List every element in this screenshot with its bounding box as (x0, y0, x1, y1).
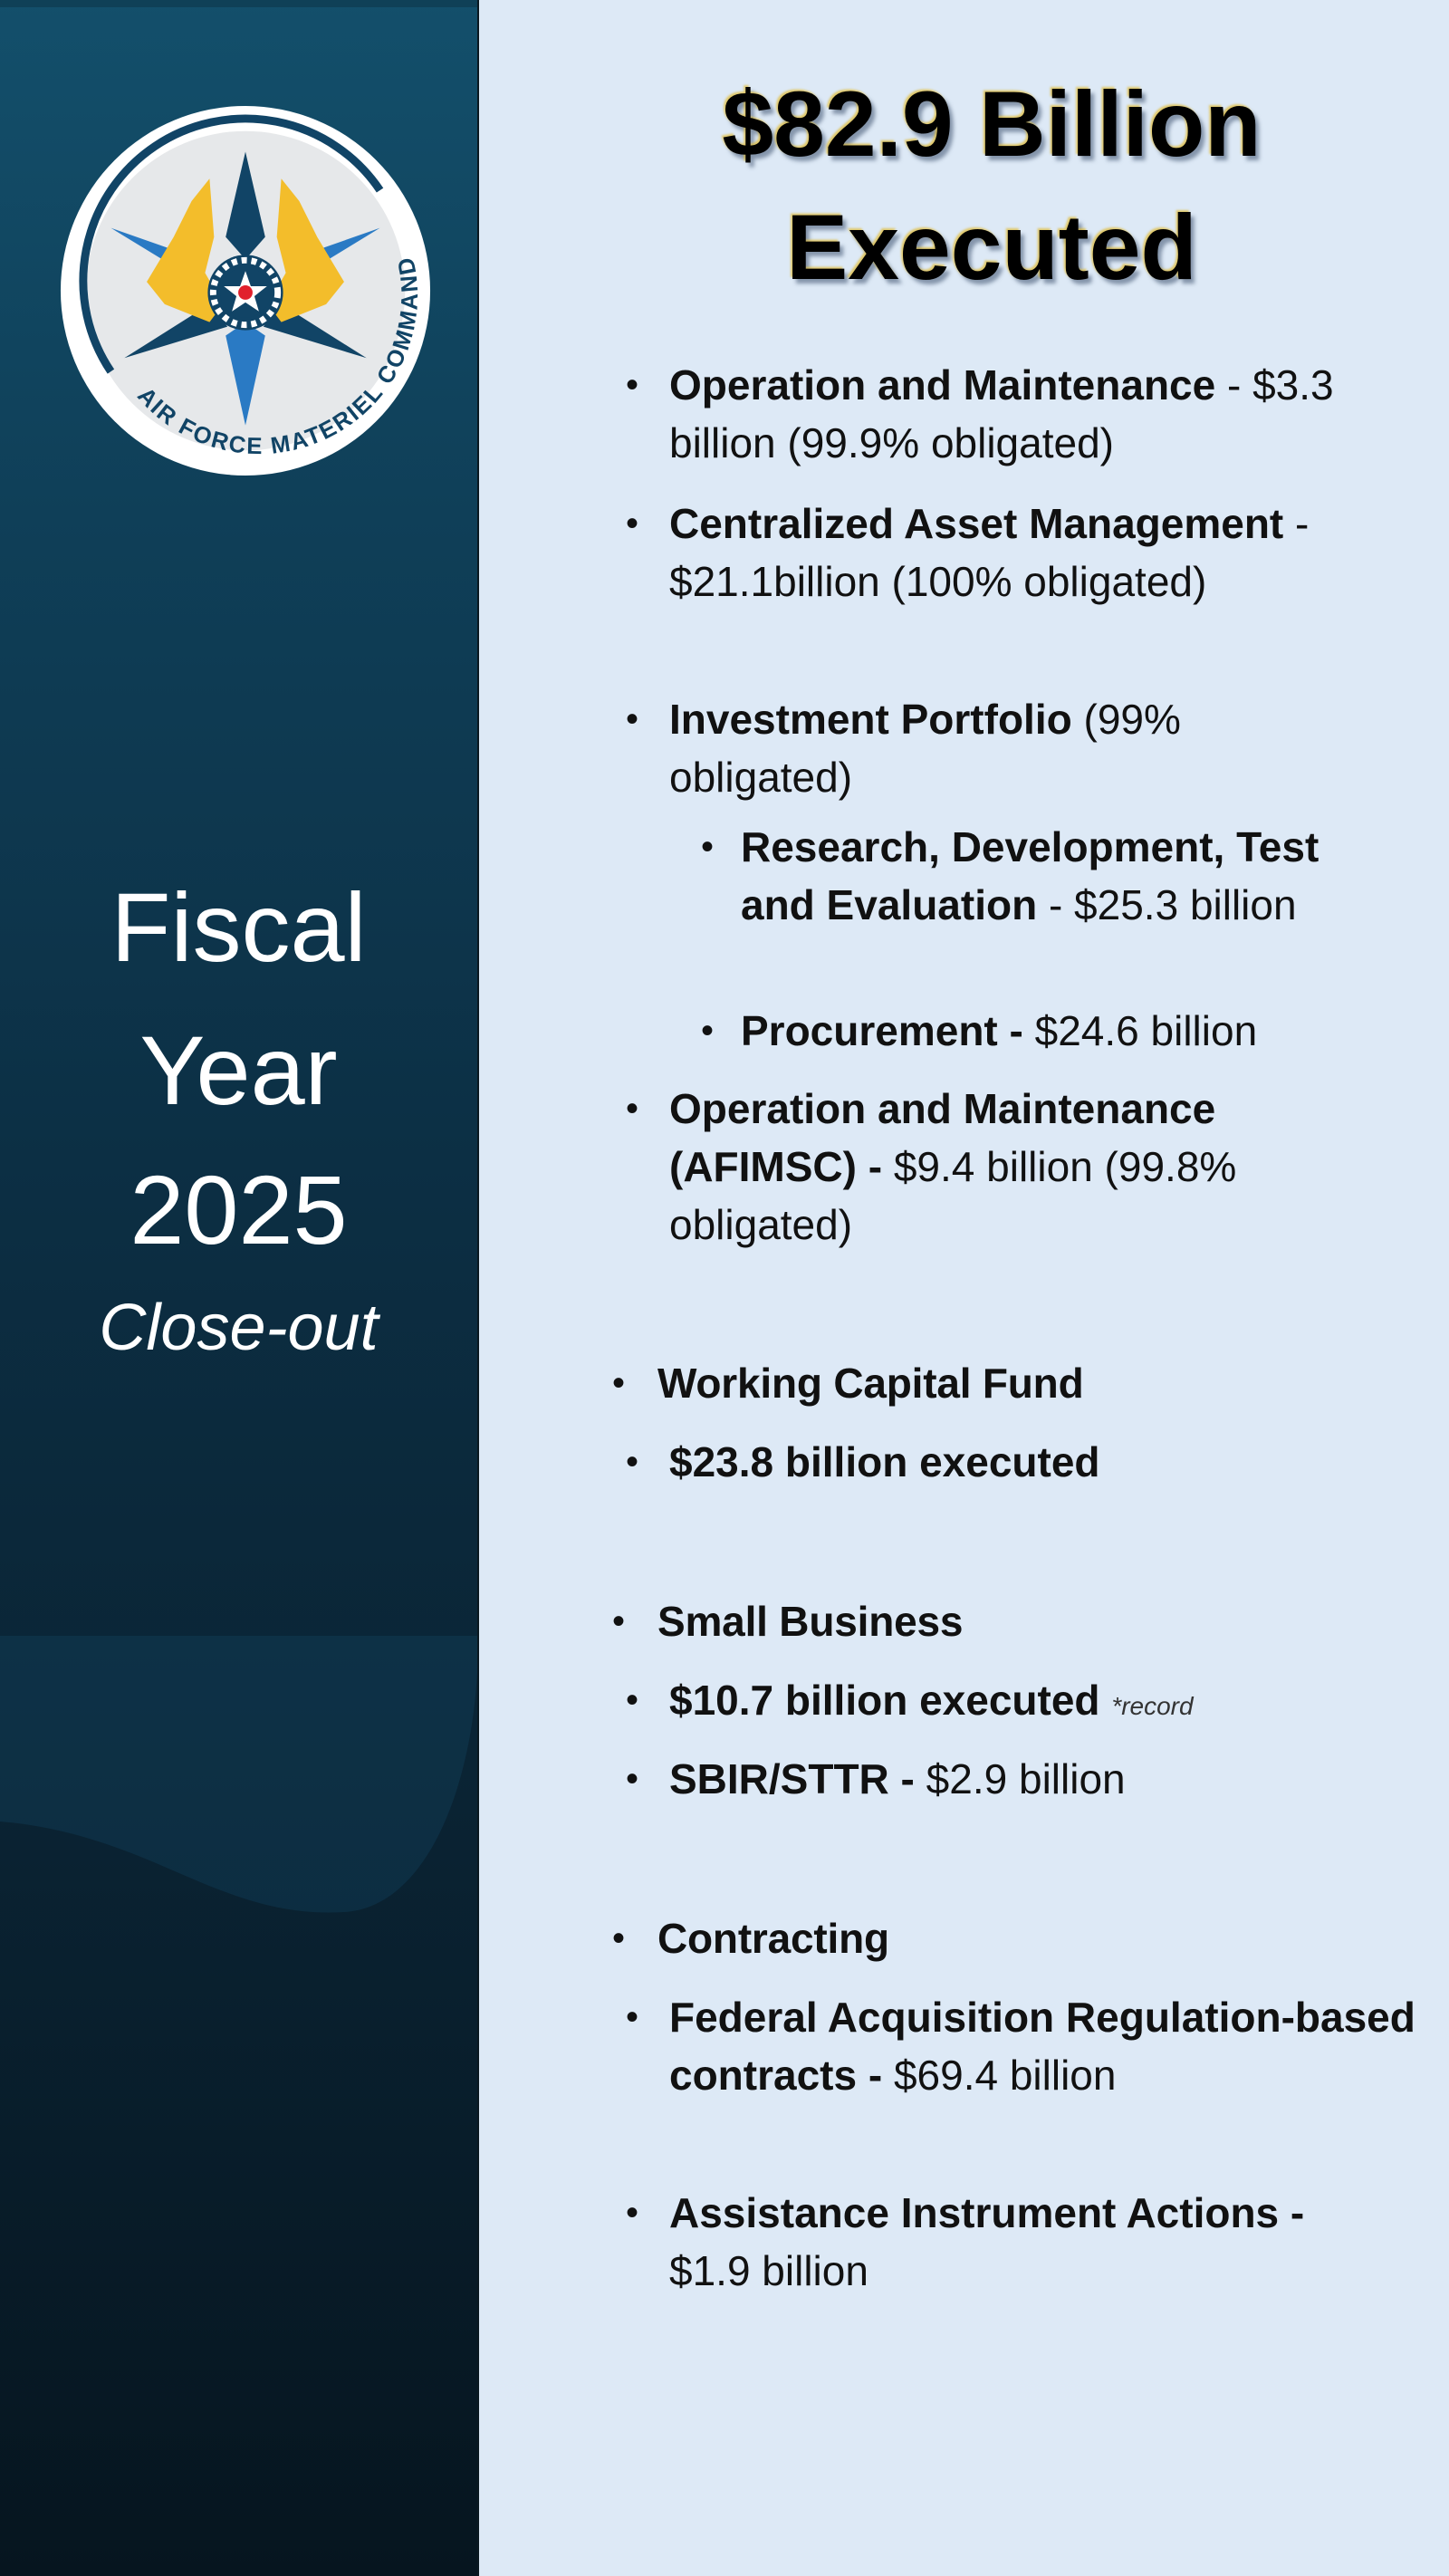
item-value: $9.4 billion (99.8% obligated) (669, 1143, 1237, 1248)
bullet-icon: • (612, 1363, 626, 1403)
item-value: - $25.3 billion (1037, 881, 1297, 928)
item-value: - $3.3 billion (99.9% obligated) (669, 361, 1334, 466)
item-label: Assistance Instrument Actions - (669, 2189, 1305, 2236)
bullet-icon: • (626, 1089, 639, 1129)
headline-executed: Executed (786, 196, 1197, 299)
item-label: Operation and Maintenance (669, 361, 1216, 409)
fiscal-label: Fiscal (110, 872, 367, 982)
afmc-logo-icon (57, 102, 434, 479)
bullet-icon: • (612, 1918, 626, 1958)
section-small-business (612, 1592, 1382, 1650)
list-item-investment (626, 690, 1321, 806)
list-item-om-afimsc (626, 1080, 1376, 1254)
bullet-icon: • (626, 1759, 639, 1799)
list-item-sb-executed (626, 1671, 1430, 1735)
item-label: Federal Acquisition Regulation-based contracts - (669, 1994, 1415, 2099)
close-out-subtitle: Close-out (99, 1292, 379, 1364)
item-value: - $21.1billion (100% obligated) (669, 500, 1310, 605)
list-item-sbir (626, 1750, 1394, 1808)
svg-text:AIR FORCE MATERIEL COMMAND: AIR FORCE MATERIEL COMMAND (132, 254, 424, 460)
list-item-cam (626, 495, 1321, 610)
bullet-icon: • (626, 504, 639, 543)
record-note: *record (1111, 1692, 1194, 1720)
item-value: $1.9 billion (669, 2247, 868, 2294)
section-heading: Small Business (657, 1598, 964, 1645)
list-item-procurement (701, 1002, 1429, 1060)
item-label: SBIR/STTR - (669, 1755, 915, 1802)
item-label: $10.7 billion executed (669, 1677, 1100, 1724)
item-label: Operation and Maintenance (AFIMSC) - (669, 1085, 1216, 1190)
bullet-icon: • (612, 1601, 626, 1641)
year-label: Year (139, 1015, 338, 1125)
item-label: Centralized Asset Management (669, 500, 1284, 547)
section-contracting (612, 1909, 1382, 1967)
section-heading: Contracting (657, 1915, 889, 1962)
list-item-om (626, 356, 1394, 472)
bullet-icon: • (626, 1997, 639, 2037)
bullet-icon: • (701, 827, 715, 867)
list-item-assistance-instruments (626, 2184, 1321, 2300)
bullet-icon: • (626, 699, 639, 739)
item-label: Research, Development, Test and Evaluation (741, 823, 1319, 928)
headline-total: $82.9 Billion (722, 72, 1262, 176)
item-value: $24.6 billion (1022, 1007, 1258, 1054)
item-label: $23.8 billion executed (669, 1438, 1100, 1485)
bullet-icon: • (626, 1680, 639, 1720)
list-item-far-contracts (626, 1988, 1421, 2104)
list-item-rdte (701, 818, 1393, 934)
item-label: Procurement - (741, 1007, 1023, 1054)
section-working-capital (612, 1354, 1382, 1412)
bullet-icon: • (626, 2193, 639, 2233)
list-item-wcf-executed (626, 1433, 1394, 1491)
item-label: Investment Portfolio (669, 696, 1072, 743)
item-value: $69.4 billion (882, 2052, 1117, 2099)
bullet-icon: • (626, 365, 639, 405)
top-band (0, 0, 477, 7)
bullet-icon: • (701, 1011, 715, 1051)
bullet-icon: • (626, 1442, 639, 1482)
item-value: $2.9 billion (914, 1755, 1126, 1802)
left-panel (0, 0, 479, 2576)
section-heading: Working Capital Fund (657, 1360, 1084, 1407)
background-wave-shape (0, 1636, 477, 1917)
item-value: (99% obligated) (669, 696, 1181, 801)
fiscal-year-value: 2025 (130, 1155, 348, 1264)
